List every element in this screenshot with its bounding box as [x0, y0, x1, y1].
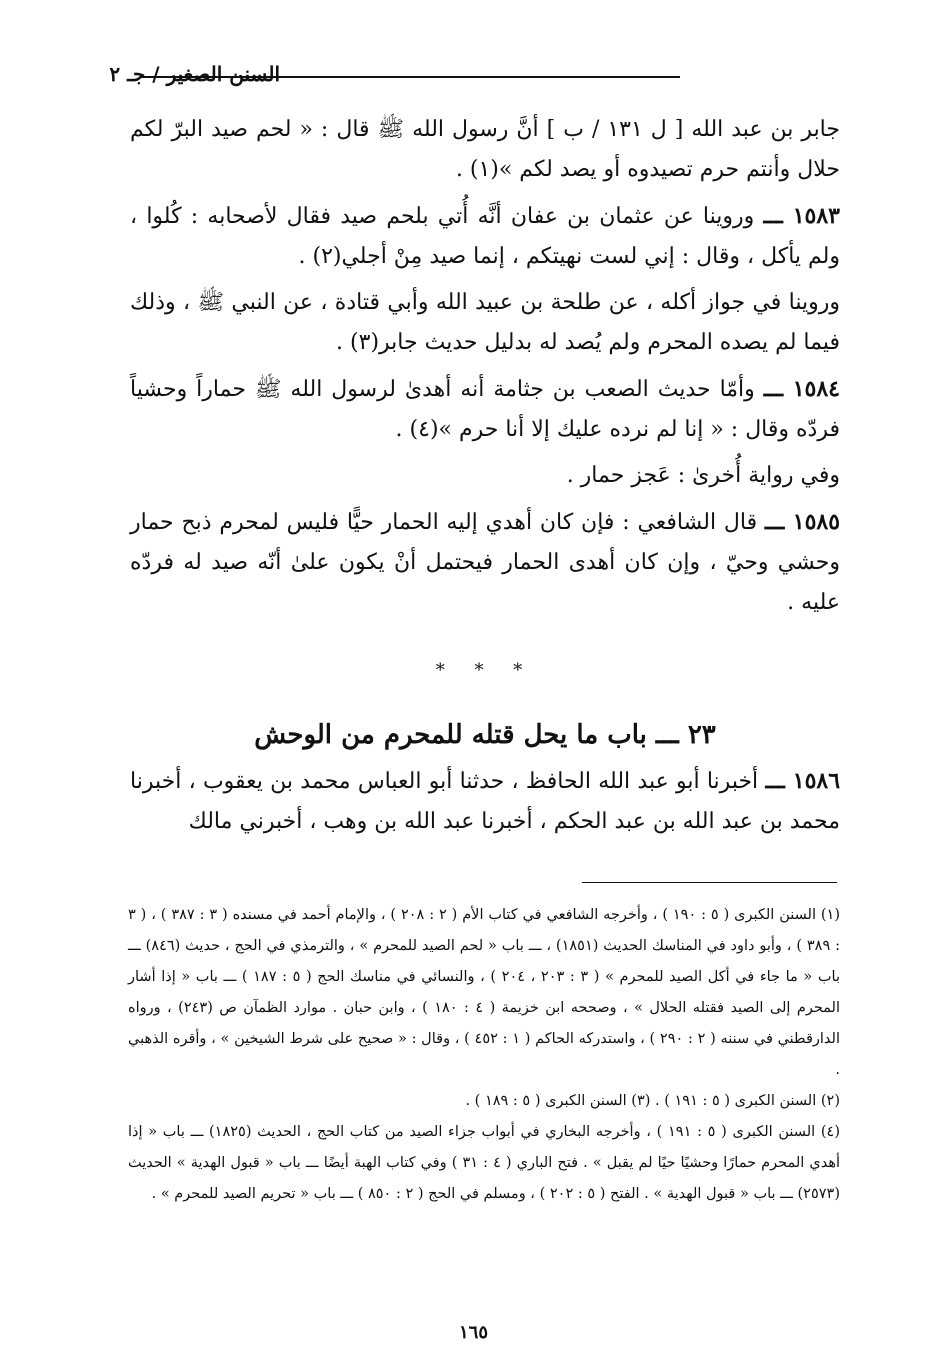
main-text — [130, 110, 840, 848]
footnote-rule — [582, 882, 837, 883]
paragraph-text: وأمّا حديث الصعب بن جثامة أنه أهدىٰ لرسول الله ﷺ حماراً وحشياً فردّه وقال : « إنا لم نرده عليك إلا أنا حرم »(٤) . — [130, 377, 840, 442]
paragraph-riwaya — [130, 456, 840, 496]
paragraph-1586 — [130, 761, 840, 842]
hadith-number: ١٥٨٦ ـــ — [765, 768, 841, 794]
paragraph-text: وروينا عن عثمان بن عفان أنَّه أُتي بلحم صيد فقال لأصحابه : كُلوا ، ولم يأكل ، وقال : إني لست نهيتكم ، إنما صيد مِنْ أجلي(٢) . — [130, 204, 840, 269]
paragraph-text: أخبرنا أبو عبد الله الحافظ ، حدثنا أبو العباس محمد بن يعقوب ، أخبرنا محمد بن عبد الله بن عبد الحكم ، أخبرنا عبد الله بن وهب ، أخبرني مالك — [130, 769, 840, 834]
running-header — [109, 52, 840, 92]
footnote-1: (١) السنن الكبرى ( ٥ : ١٩٠ ) ، وأخرجه الشافعي في كتاب الأم ( ٢ : ٢٠٨ ) ، والإمام أحمد في مسنده ( ٣ : ٣٨٧ ) ، ( ٣ : ٣٨٩ ) ، وأبو داود في المناسك الحديث (١٨٥١) ، ـــ باب « لحم الصيد للمحرم » ، والترمذي في الحج ، حديث (٨٤٦) ـــ باب « ما جاء في أكل الصيد للمحرم » ( ٣ : ٢٠٣ ، ٢٠٤ ) ، والنسائي في مناسك الحج ( ٥ : ١٨٧ ) ـــ باب « إذا أشار المحرم إلى الصيد فقتله الحلال » ، وصححه ابن خزيمة ( ٤ : ١٨٠ ) ، وابن حبان . موارد الظمآن ص (٢٤٣) ، ورواه الدارقطني في سننه ( ٢ : ٢٩٠ ) ، واستدركه الحاكم ( ١ : ٤٥٢ ) ، وقال : « صحيح على شرط الشيخين » ، وأقره الذهبي . — [128, 907, 841, 1078]
section-separator: * * * — [435, 660, 535, 681]
running-title: السنن الصغير / جـ ٢ — [109, 62, 280, 86]
hadith-number: ١٥٨٣ ـــ — [763, 203, 840, 229]
paragraph-1584 — [130, 369, 840, 450]
footnotes — [128, 900, 840, 1210]
footnote-2-3: (٢) السنن الكبرى ( ٥ : ١٩١ ) . (٣) السنن الكبرى ( ٥ : ١٨٩ ) . — [465, 1093, 840, 1109]
chapter-heading: ٢٣ ـــ باب ما يحل قتله للمحرم من الوحش — [254, 720, 716, 750]
hadith-number: ١٥٨٤ ـــ — [763, 376, 840, 402]
paragraph-text: قال الشافعي : فإن كان أهدي إليه الحمار حيًّا فليس لمحرم ذبح حمار وحشي وحيّ ، وإن كان أهدى الحمار فيحتمل أنْ يكون علىٰ أنّه صيد له فردّه عليه . — [130, 510, 840, 615]
paragraph-1583 — [130, 196, 840, 277]
hadith-number: ١٥٨٥ ـــ — [764, 509, 841, 535]
footnote-4: (٤) السنن الكبرى ( ٥ : ١٩١ ) ، وأخرجه البخاري في أبواب جزاء الصيد من كتاب الحج ، الحديث (١٨٢٥) ـــ باب « إذا أهدي المحرم حمارًا وحشيًا حيًا لم يقبل » . فتح الباري ( ٤ : ٣١ ) وفي كتاب الهبة أيضًا ـــ باب « قبول الهدية » الحديث (٢٥٧٣) ـــ باب « قبول الهدية » . الفتح ( ٥ : ٢٠٢ ) ، ومسلم في الحج ( ٢ : ٨٥٠ ) ـــ باب « تحريم الصيد للمحرم » . — [128, 1124, 840, 1202]
paragraph-jawaz — [130, 283, 840, 363]
page-number: ١٦٥ — [458, 1322, 488, 1343]
intro-paragraph: جابر بن عبد الله [ ل ١٣١ / ب ] أنَّ رسول الله ﷺ قال : « لحم صيد البرّ لكم حلال وأنتم حرم تصيدوه أو يصد لكم »(١) . — [130, 117, 840, 182]
paragraph-text: وفي رواية أُخرىٰ : عَجز حمار . — [566, 463, 840, 488]
paragraph-text: وروينا في جواز أكله ، عن طلحة بن عبيد الله وأبي قتادة ، عن النبي ﷺ ، وذلك فيما لم يصده المحرم ولم يُصد له بدليل حديث جابر(٣) . — [130, 290, 840, 355]
paragraph-1585 — [130, 502, 840, 623]
header-rule — [140, 76, 680, 78]
